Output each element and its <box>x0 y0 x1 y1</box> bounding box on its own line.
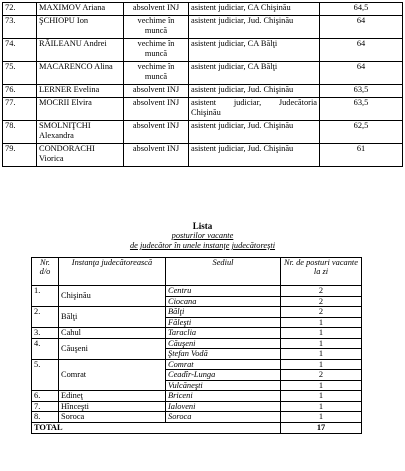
candidate-name: MACARENCO Alina <box>37 62 124 85</box>
candidate-name: SMOLNIŢCHI Alexandra <box>37 121 124 144</box>
vacancy-court: Comrat <box>59 359 166 391</box>
candidate-position: asistent judiciar, Jud. Chişinău <box>189 144 320 167</box>
candidate-row <box>3 98 403 121</box>
row-number: 78. <box>3 121 37 144</box>
vacancy-count: 1 <box>281 349 362 360</box>
candidate-position: asistent judiciar, Jud. Chişinău <box>189 85 320 98</box>
row-number: 73. <box>3 16 37 39</box>
candidate-status: absolvent INJ <box>124 121 189 144</box>
vacancy-nr: 1. <box>32 286 59 307</box>
candidate-status: absolvent INJ <box>124 144 189 167</box>
candidate-score: 63,5 <box>320 85 403 98</box>
vacancy-seat: Comrat <box>166 359 281 370</box>
vacancy-seat: Ştefan Vodă <box>166 349 281 360</box>
row-number: 72. <box>3 3 37 16</box>
vacancy-count: 1 <box>281 380 362 391</box>
vacancy-seat: Făleşti <box>166 317 281 328</box>
vacancy-seat: Ceadîr-Lunga <box>166 370 281 381</box>
candidate-name: MOCRII Elvira <box>37 98 124 121</box>
candidate-score: 63,5 <box>320 98 403 121</box>
candidate-score: 64 <box>320 62 403 85</box>
candidate-row <box>3 144 403 167</box>
row-number: 74. <box>3 39 37 62</box>
list-subtitle-line1: posturilor vacante <box>171 231 234 240</box>
vacancy-count: 1 <box>281 328 362 339</box>
total-label: TOTAL <box>32 422 281 433</box>
header-seat: Sediul <box>166 258 281 286</box>
vacancy-nr: 4. <box>32 338 59 359</box>
vacancy-row <box>32 286 362 297</box>
vacancies-table-body <box>32 258 362 434</box>
vacancy-count: 1 <box>281 317 362 328</box>
candidate-name: ŞCHIOPU Ion <box>37 16 124 39</box>
candidate-row <box>3 121 403 144</box>
vacancy-row <box>32 338 362 349</box>
vacancy-nr: 2. <box>32 307 59 328</box>
candidates-table <box>2 2 403 167</box>
candidate-name: LERNER Evelina <box>37 85 124 98</box>
row-number: 75. <box>3 62 37 85</box>
candidate-name: RĂILEANU Andrei <box>37 39 124 62</box>
vacancy-seat: Centru <box>166 286 281 297</box>
candidate-name: CONDORACHI Viorica <box>37 144 124 167</box>
candidate-name: MAXIMOV Ariana <box>37 3 124 16</box>
vacancy-row <box>32 412 362 423</box>
list-title: Lista <box>192 221 213 231</box>
vacancy-row <box>32 391 362 402</box>
vacancy-court: Soroca <box>59 412 166 423</box>
candidate-row <box>3 85 403 98</box>
list-subtitle-line2: de judecător în unele instanţe judecătoreşti <box>129 241 276 250</box>
vacancy-court: Edineţ <box>59 391 166 402</box>
header-nr: Nr. d/o <box>32 258 59 286</box>
candidate-row <box>3 3 403 16</box>
vacancy-count: 2 <box>281 286 362 297</box>
candidates-table-body <box>3 3 403 167</box>
vacancy-nr: 8. <box>32 412 59 423</box>
vacancy-count: 1 <box>281 412 362 423</box>
candidate-status: absolvent INJ <box>124 3 189 16</box>
row-number: 76. <box>3 85 37 98</box>
row-number: 79. <box>3 144 37 167</box>
vacancy-nr: 6. <box>32 391 59 402</box>
vacancies-header-row <box>32 258 362 286</box>
candidate-status: vechime în muncă <box>124 39 189 62</box>
vacancy-seat: Ialoveni <box>166 401 281 412</box>
vacancy-seat: Ciocana <box>166 296 281 307</box>
vacancy-count: 2 <box>281 370 362 381</box>
row-number: 77. <box>3 98 37 121</box>
vacancy-court: Chişinău <box>59 286 166 307</box>
candidate-score: 64 <box>320 39 403 62</box>
vacancy-seat: Căuşeni <box>166 338 281 349</box>
vacancy-count: 1 <box>281 391 362 402</box>
vacancy-row <box>32 307 362 318</box>
candidate-status: absolvent INJ <box>124 98 189 121</box>
candidate-position: asistent judiciar, CA Chişinău <box>189 3 320 16</box>
candidate-row <box>3 16 403 39</box>
header-count: Nr. de posturi vacante la zi <box>281 258 362 286</box>
vacancy-count: 2 <box>281 296 362 307</box>
header-court: Instanţa judecătorească <box>59 258 166 286</box>
vacancy-count: 1 <box>281 401 362 412</box>
candidate-position: asistent judiciar, CA Bălţi <box>189 39 320 62</box>
candidate-score: 64,5 <box>320 3 403 16</box>
total-value: 17 <box>281 422 362 433</box>
vacancy-row <box>32 401 362 412</box>
candidate-score: 61 <box>320 144 403 167</box>
candidate-position: asistent judiciar, CA Bălţi <box>189 62 320 85</box>
vacancy-nr: 5. <box>32 359 59 391</box>
candidate-position: asistent judiciar, Jud. Chişinău <box>189 121 320 144</box>
vacancy-seat: Bălţi <box>166 307 281 318</box>
vacancy-count: 1 <box>281 338 362 349</box>
candidate-position: asistent judiciar, Judecătoria Chişinău <box>189 98 320 121</box>
candidate-row <box>3 39 403 62</box>
candidate-position: asistent judiciar, Jud. Chişinău <box>189 16 320 39</box>
vacancy-court: Căuşeni <box>59 338 166 359</box>
vacancy-nr: 3. <box>32 328 59 339</box>
candidate-status: absolvent INJ <box>124 85 189 98</box>
candidate-row <box>3 62 403 85</box>
candidate-score: 62,5 <box>320 121 403 144</box>
vacancy-row <box>32 328 362 339</box>
candidate-score: 64 <box>320 16 403 39</box>
vacancy-count: 2 <box>281 307 362 318</box>
vacancy-count: 1 <box>281 359 362 370</box>
vacancy-court: Hînceşti <box>59 401 166 412</box>
vacancy-seat: Taraclia <box>166 328 281 339</box>
vacancies-table <box>31 257 362 434</box>
vacancy-seat: Soroca <box>166 412 281 423</box>
total-row <box>32 422 362 433</box>
candidate-status: vechime în muncă <box>124 16 189 39</box>
vacancy-seat: Briceni <box>166 391 281 402</box>
vacancy-row <box>32 359 362 370</box>
candidate-status: vechime în muncă <box>124 62 189 85</box>
vacancy-seat: Vulcăneşti <box>166 380 281 391</box>
vacancy-nr: 7. <box>32 401 59 412</box>
vacancy-court: Cahul <box>59 328 166 339</box>
vacancy-court: Bălţi <box>59 307 166 328</box>
